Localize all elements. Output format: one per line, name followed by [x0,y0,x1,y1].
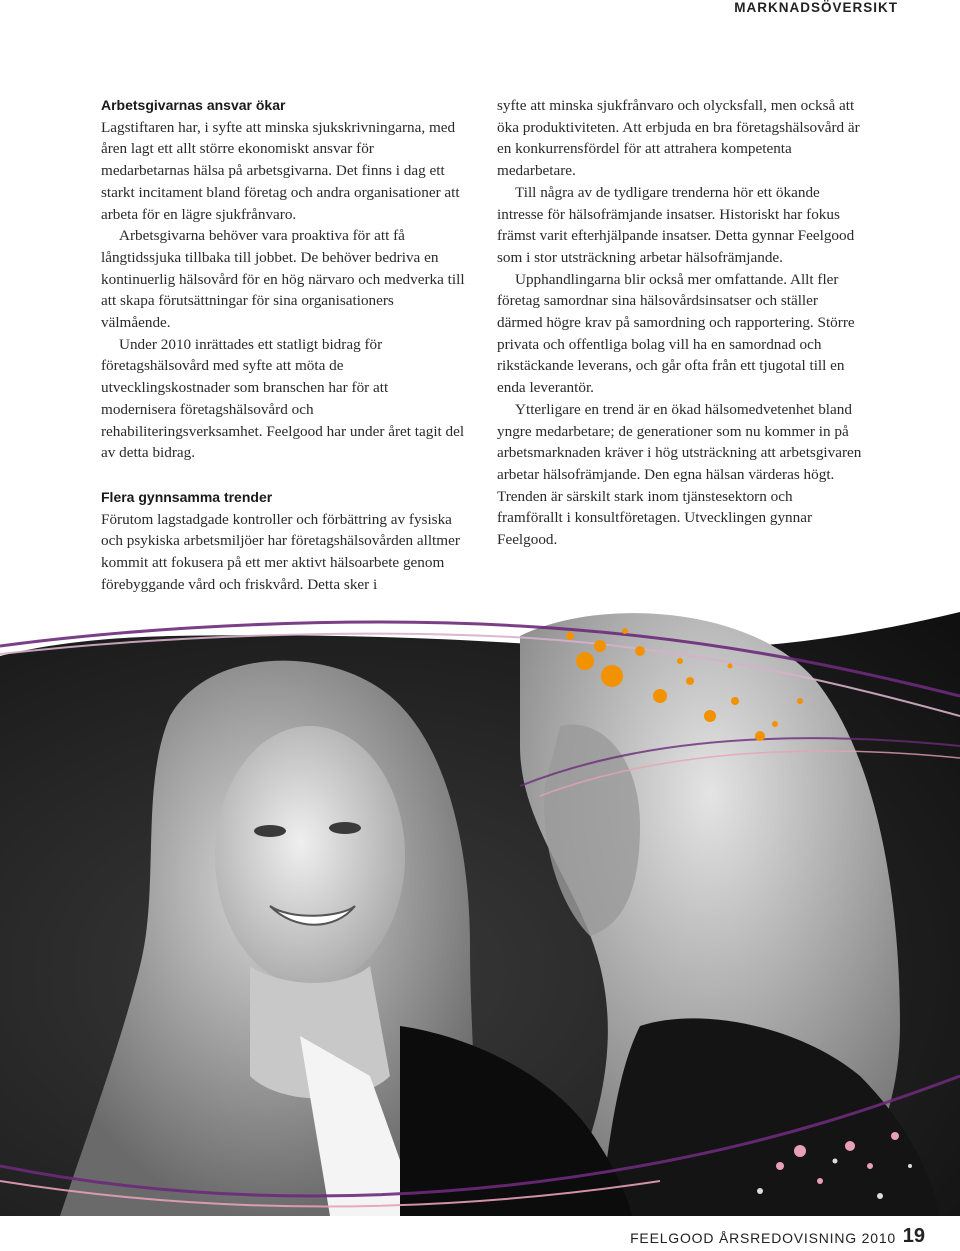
report-title: FEELGOOD ÅRSREDOVISNING 2010 [630,1230,896,1246]
page-number: 19 [902,1225,925,1247]
right-column [497,95,862,551]
paragraph: syfte att minska sjukfrånvaro och olycksfall, men också att öka produktiviteten. Att erbjuda en bra företagshälsovård är en konkurrensfördel för att attrahera kompetenta medarbetare. [497,97,860,180]
photo-illustration [0,606,960,1216]
paragraph: Arbetsgivarna behöver vara proaktiva för att få långtidssjuka tillbaka till jobbet. De behöver bedriva en kontinuerlig hälsovård för en hög närvaro och medverka till att skapa förutsättningar för sina organisationers välmående. [101,227,465,332]
left-column [101,95,466,595]
paragraph: Upphandlingarna blir också mer omfattande. Allt fler företag samordnar sina hälsovårdsinsatser och ställer därmed högre krav på samordning och rapportering. Större privata och offentliga bolag vill ha en samordnad och rikstäckande leverans, och går ofta från ett tjugotal till en enda leverantör. [497,270,855,397]
heading-favorable-trends: Flera gynnsamma trender [101,488,273,505]
paragraph: Lagstiftaren har, i syfte att minska sjukskrivningarna, med åren lagt ett allt större ekonomiskt ansvar för medarbetarnas hälsa på arbetsgivarna. Det finns i dag ett starkt incitament bland företag och andra organisationer att arbeta för en lägre sjukfrånvaro. [101,118,460,223]
paragraph: Förutom lagstadgade kontroller och förbättring av fysiska och psykiska arbetsmiljöer har företagshälsovården alltmer kommit att fokusera på ett mer aktivt hälsoarbete genom förebyggande vård och friskvård. Detta sker i [101,510,460,593]
paragraph: Under 2010 inrättades ett statligt bidrag för företagshälsovård med syfte att möta de utvecklingskostnader som branschen har för att modernisera företagshälsovård och rehabiliteringsverksamhet. Feelgood har under året tagit del av detta bidrag. [101,335,465,462]
paragraph: Ytterligare en trend är en ökad hälsomedvetenhet bland yngre medarbetare; de generationer som nu kommer in på arbetsmarknaden kräver i hög utsträckning att arbetsgivaren arbetar hälsofrämjande. Den egna hälsan värderas högt. Trenden är särskilt stark inom tjänstesektorn och framförallt i konsultföretagen. Utvecklingen gynnar Feelgood. [497,400,862,549]
page-footer [630,1225,925,1247]
heading-employer-responsibility: Arbetsgivarnas ansvar ökar [101,97,286,113]
paragraph: Till några av de tydligare trenderna hör ett ökande intresse för hälsofrämjande insatser. Historiskt har fokus främst varit efterhjälpande insatser. Detta gynnar Feelgood som i stor utsträckning arbetar hälsofrämjande. [497,183,855,266]
photo-two-women [0,606,960,1216]
section-tag: MARKNADSÖVERSIKT [734,0,898,15]
